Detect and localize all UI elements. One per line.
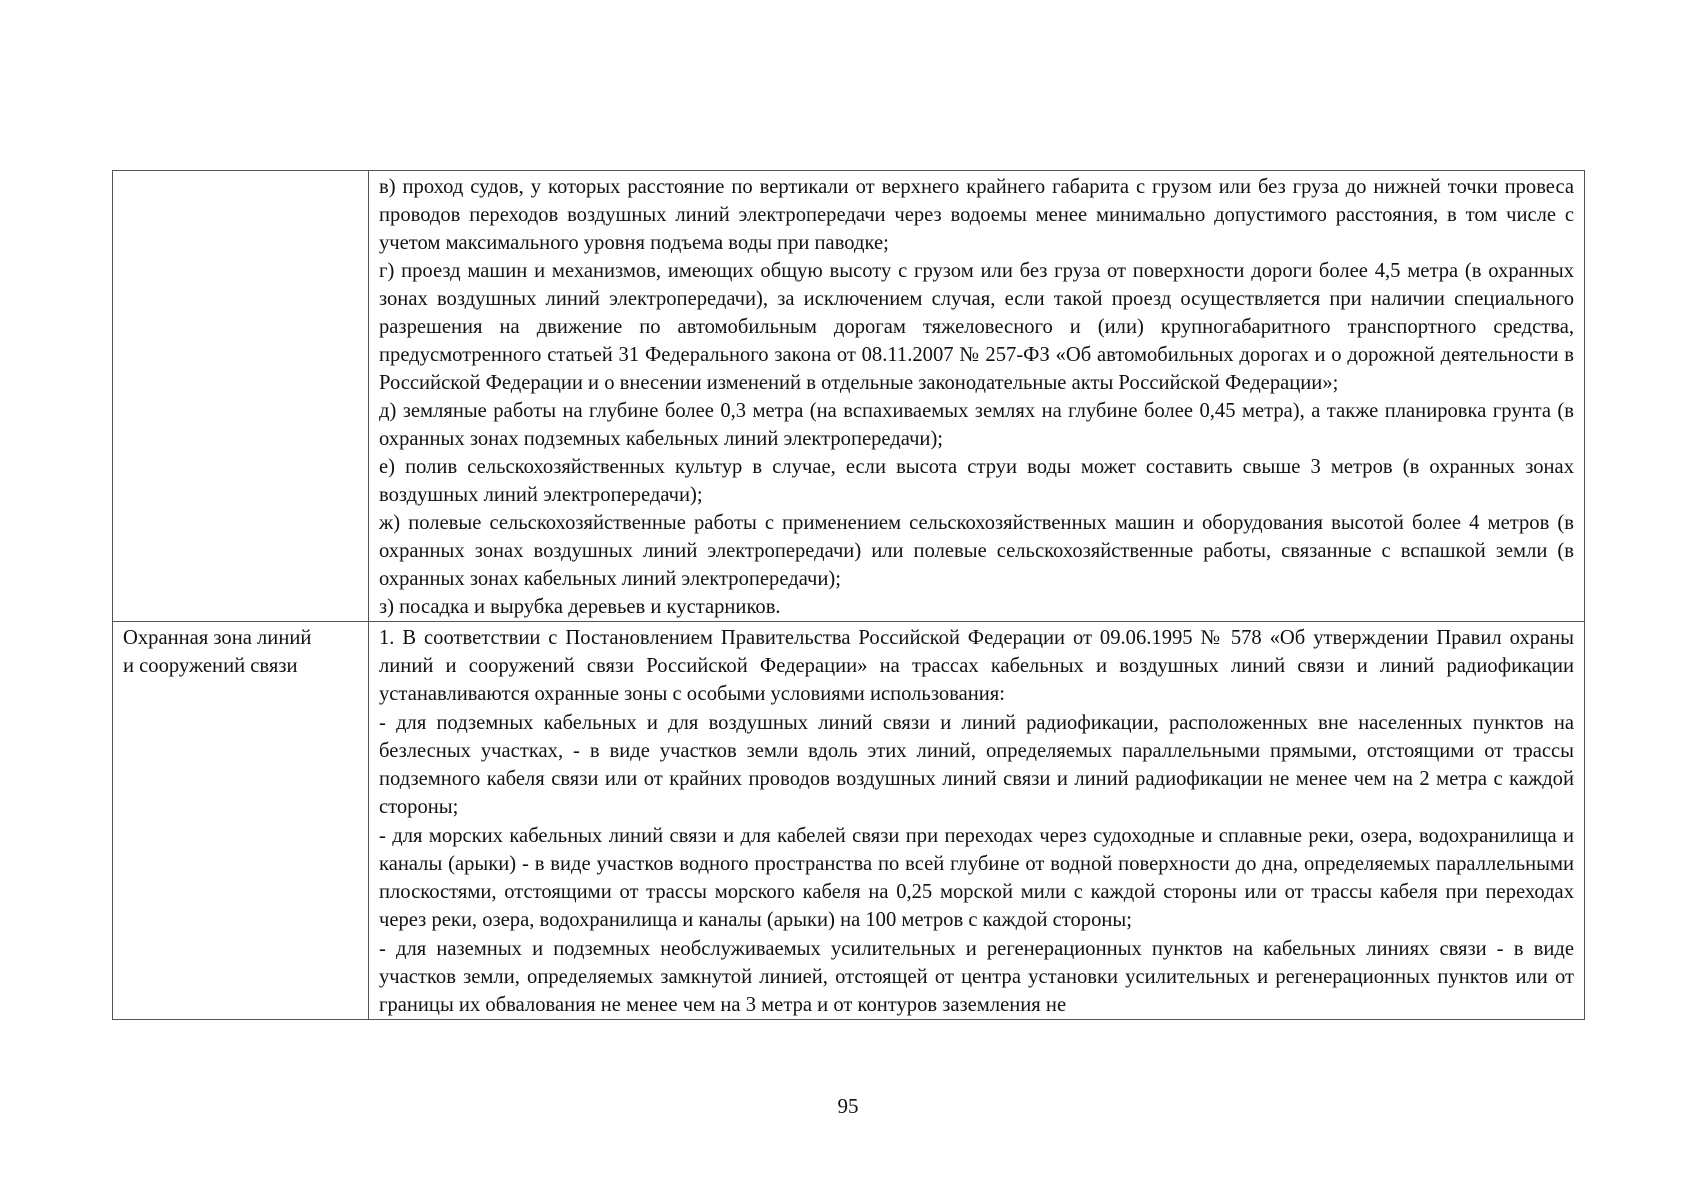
zone-name-cell: [113, 171, 369, 622]
zone-conditions-cell: [369, 622, 1585, 1020]
paragraph-intro: 1. В соответствии с Постановлением Правительства Российской Федерации от 09.06.1995 № 578 «Об утверждении Правил охраны линий и сооружений связи Российской Федерации» на трассах кабельных и воздушных линий связи и линий радиофикации устанавливаются охранные зоны с особыми условиями использования:: [379, 627, 1574, 705]
zone-name-line-2: и сооружений связи: [123, 655, 298, 677]
restrictions-table: [112, 170, 1585, 1020]
paragraph-e: е) полив сельскохозяйственных культур в случае, если высота струи воды может составить свыше 3 метров (в охранных зонах воздушных линий электропередачи);: [379, 456, 1574, 506]
paragraph-dash-1: - для подземных кабельных и для воздушных линий связи и линий радиофикации, расположенных вне населенных пунктов на безлесных участках, - в виде участков земли вдоль этих линий, определяемых параллельными прямыми, отстоящими от трассы подземного кабеля связи или от крайних проводов воздушных линий связи и линий радиофикации не менее чем на 2 метра с каждой стороны;: [379, 712, 1574, 818]
paragraph-z: з) посадка и вырубка деревьев и кустарников.: [379, 596, 781, 618]
paragraph-v: в) проход судов, у которых расстояние по вертикали от верхнего крайнего габарита с грузом или без груза до нижней точки провеса проводов переходов воздушных линий электропередачи через водоемы менее минимально допустимого расстояния, в том числе с учетом максимального уровня подъема воды при паводке;: [379, 176, 1574, 254]
table-row: [113, 622, 1585, 1020]
paragraph-zh: ж) полевые сельскохозяйственные работы с применением сельскохозяйственных машин и оборудования высотой более 4 метров (в охранных зонах воздушных линий электропередачи) или полевые сельскохозяйственные работы, связанные с вспашкой земли (в охранных зонах кабельных линий электропередачи);: [379, 512, 1574, 590]
page-number: 95: [837, 1094, 859, 1118]
paragraph-d: д) земляные работы на глубине более 0,3 метра (на вспахиваемых землях на глубине более 0,45 метра), а также планировка грунта (в охранных зонах подземных кабельных линий электропередачи);: [379, 400, 1574, 450]
zone-name-cell: [113, 622, 369, 1020]
table-row: [113, 171, 1585, 622]
zone-conditions-cell: [369, 171, 1585, 622]
paragraph-dash-3: - для наземных и подземных необслуживаемых усилительных и регенерационных пунктов на кабельных линиях связи - в виде участков земли, определяемых замкнутой линией, отстоящей от центра установки усилительных и регенерационных пунктов или от границы их обвалования не менее чем на 3 метра и от контуров заземления не: [379, 938, 1574, 1016]
paragraph-g: г) проезд машин и механизмов, имеющих общую высоту с грузом или без груза от поверхности дороги более 4,5 метра (в охранных зонах воздушных линий электропередачи), за исключением случая, если такой проезд осуществляется при наличии специального разрешения на движение по автомобильным дорогам тяжеловесного и (или) крупногабаритного транспортного средства, предусмотренного статьей 31 Федерального закона от 08.11.2007 № 257-ФЗ «Об автомобильных дорогах и о дорожной деятельности в Российской Федерации и о внесении изменений в отдельные законодательные акты Российской Федерации»;: [379, 260, 1574, 394]
paragraph-dash-2: - для морских кабельных линий связи и для кабелей связи при переходах через судоходные и сплавные реки, озера, водохранилища и каналы (арыки) - в виде участков водного пространства по всей глубине от водной поверхности до дна, определяемых параллельными плоскостями, отстоящими от трассы морского кабеля на 0,25 морской мили с каждой стороны или от трассы кабеля при переходах через реки, озера, водохранилища и каналы (арыки) на 100 метров с каждой стороны;: [379, 825, 1574, 931]
zone-name-line-1: Охранная зона линий: [123, 627, 312, 649]
